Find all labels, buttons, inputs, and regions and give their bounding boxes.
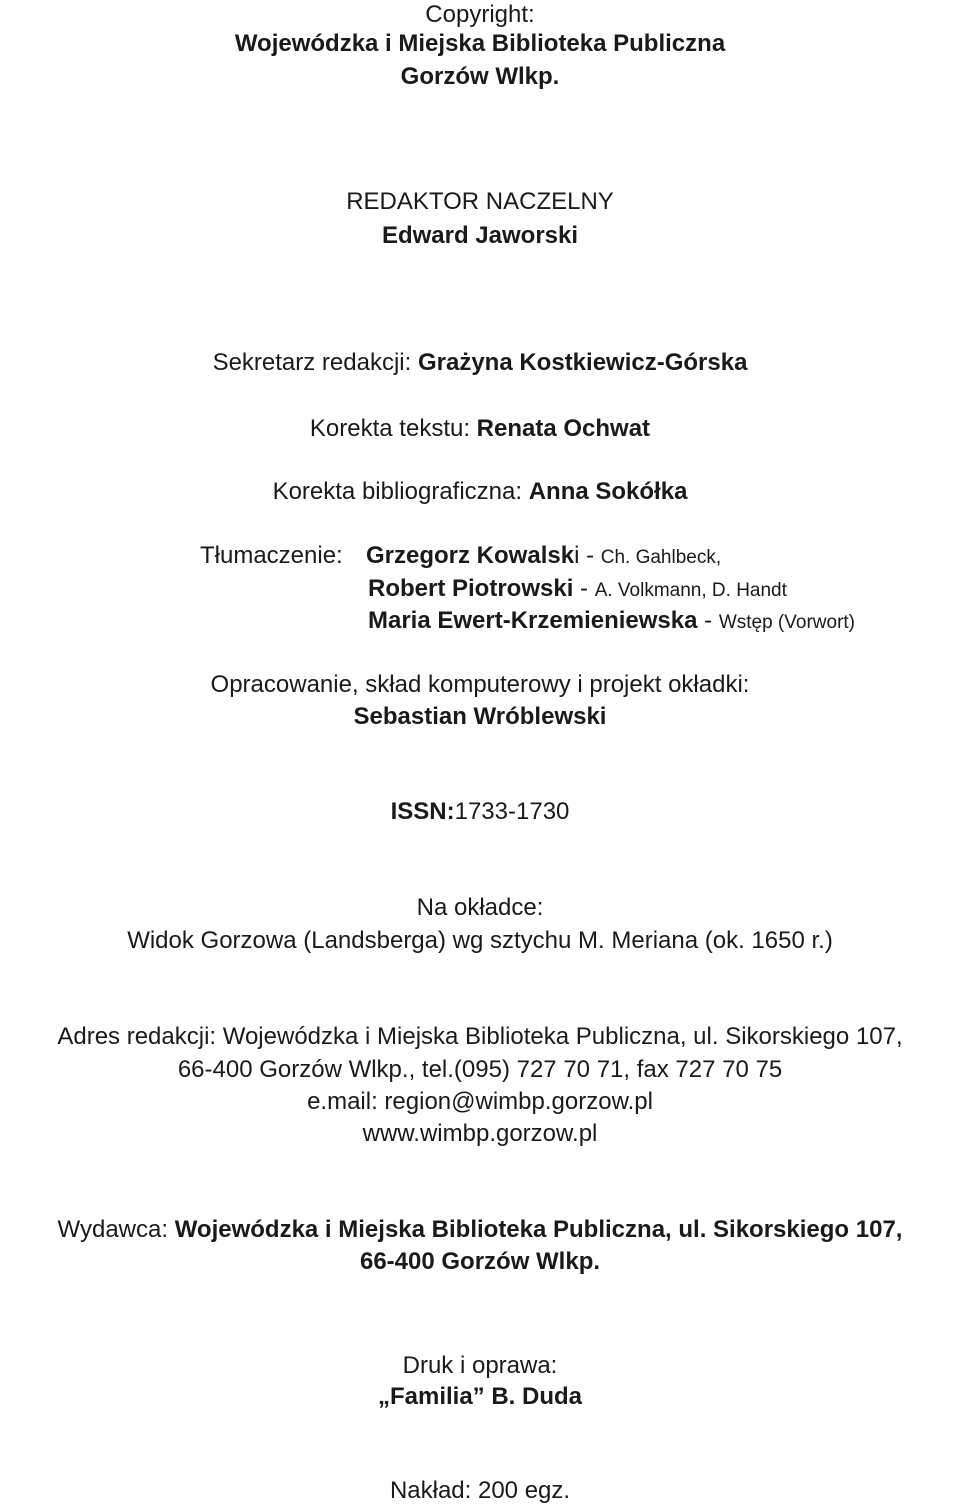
editorial-website: www.wimbp.gorzow.pl (362, 1120, 598, 1147)
editorial-email: e.mail: region@wimbp.gorzow.pl (307, 1088, 653, 1115)
text-proofreading-credit (0, 414, 960, 444)
editorial-address-line2: 66-400 Gorzów Wlkp., tel.(095) 727 70 71, fax 727 70 75 (177, 1056, 783, 1083)
translation-detail: Wstęp (Vorwort) (718, 612, 856, 633)
editor-in-chief-name: Edward Jaworski (381, 222, 579, 249)
secretary-label: Sekretarz redakcji: (212, 349, 418, 376)
bibliographic-proofreading-label: Korekta bibliograficzna: (272, 478, 529, 505)
text-proofreading-label: Korekta tekstu: (309, 415, 477, 442)
editor-in-chief-label: REDAKTOR NACZELNY (346, 188, 614, 215)
translator-name-tail: i (574, 542, 580, 569)
printing-name: „Familia” B. Duda (377, 1383, 583, 1410)
copyright-holder-line1: Wojewódzka i Miejska Biblioteka Publiczna (234, 30, 726, 57)
bibliographic-proofreading-name: Anna Sokółka (528, 478, 688, 505)
bibliographic-proofreading-credit (0, 477, 960, 507)
translator-name: Maria Ewert-Krzemieniewska (368, 607, 698, 634)
issn-label: ISSN: (390, 798, 455, 825)
issn (0, 797, 960, 827)
translation-label: Tłumaczenie: (200, 542, 343, 569)
translation-separator: - (573, 575, 595, 602)
layout-credit-label: Opracowanie, skład komputerowy i projekt okładki: (210, 671, 750, 698)
copyright-holder-line2: Gorzów Wlkp. (400, 63, 560, 90)
printing-label: Druk i oprawa: (402, 1352, 558, 1379)
cover-description: Widok Gorzowa (Landsberga) wg sztychu M. Meriana (ok. 1650 r.) (127, 927, 833, 954)
publisher-label: Wydawca: (57, 1216, 175, 1243)
translation-entry-2 (368, 574, 787, 606)
copyright-label: Copyright: (425, 1, 535, 28)
translator-name: Robert Piotrowski (368, 575, 574, 602)
editorial-address-line1: Adres redakcji: Wojewódzka i Miejska Biblioteka Publiczna, ul. Sikorskiego 107, (57, 1023, 903, 1050)
translation-entry-3 (368, 606, 855, 638)
layout-credit-name: Sebastian Wróblewski (353, 703, 607, 730)
translation-entry-1 (366, 541, 721, 573)
translation-separator: - (579, 542, 601, 569)
secretary-credit (0, 348, 960, 378)
translation-separator: - (697, 607, 719, 634)
translation-detail: Ch. Gahlbeck, (600, 547, 722, 568)
circulation: Nakład: 200 egz. (389, 1477, 571, 1504)
translator-name: Grzegorz Kowalsk (366, 542, 575, 569)
publisher-name: Wojewódzka i Miejska Biblioteka Publiczna, ul. Sikorskiego 107, (174, 1216, 903, 1243)
text-proofreading-name: Renata Ochwat (476, 415, 651, 442)
secretary-name: Grażyna Kostkiewicz-Górska (417, 349, 748, 376)
publisher-line2: 66-400 Gorzów Wlkp. (359, 1248, 601, 1275)
cover-label: Na okładce: (416, 894, 544, 921)
translation-detail: A. Volkmann, D. Handt (594, 580, 787, 601)
publisher-line1 (0, 1215, 960, 1245)
issn-value: 1733-1730 (454, 798, 570, 825)
